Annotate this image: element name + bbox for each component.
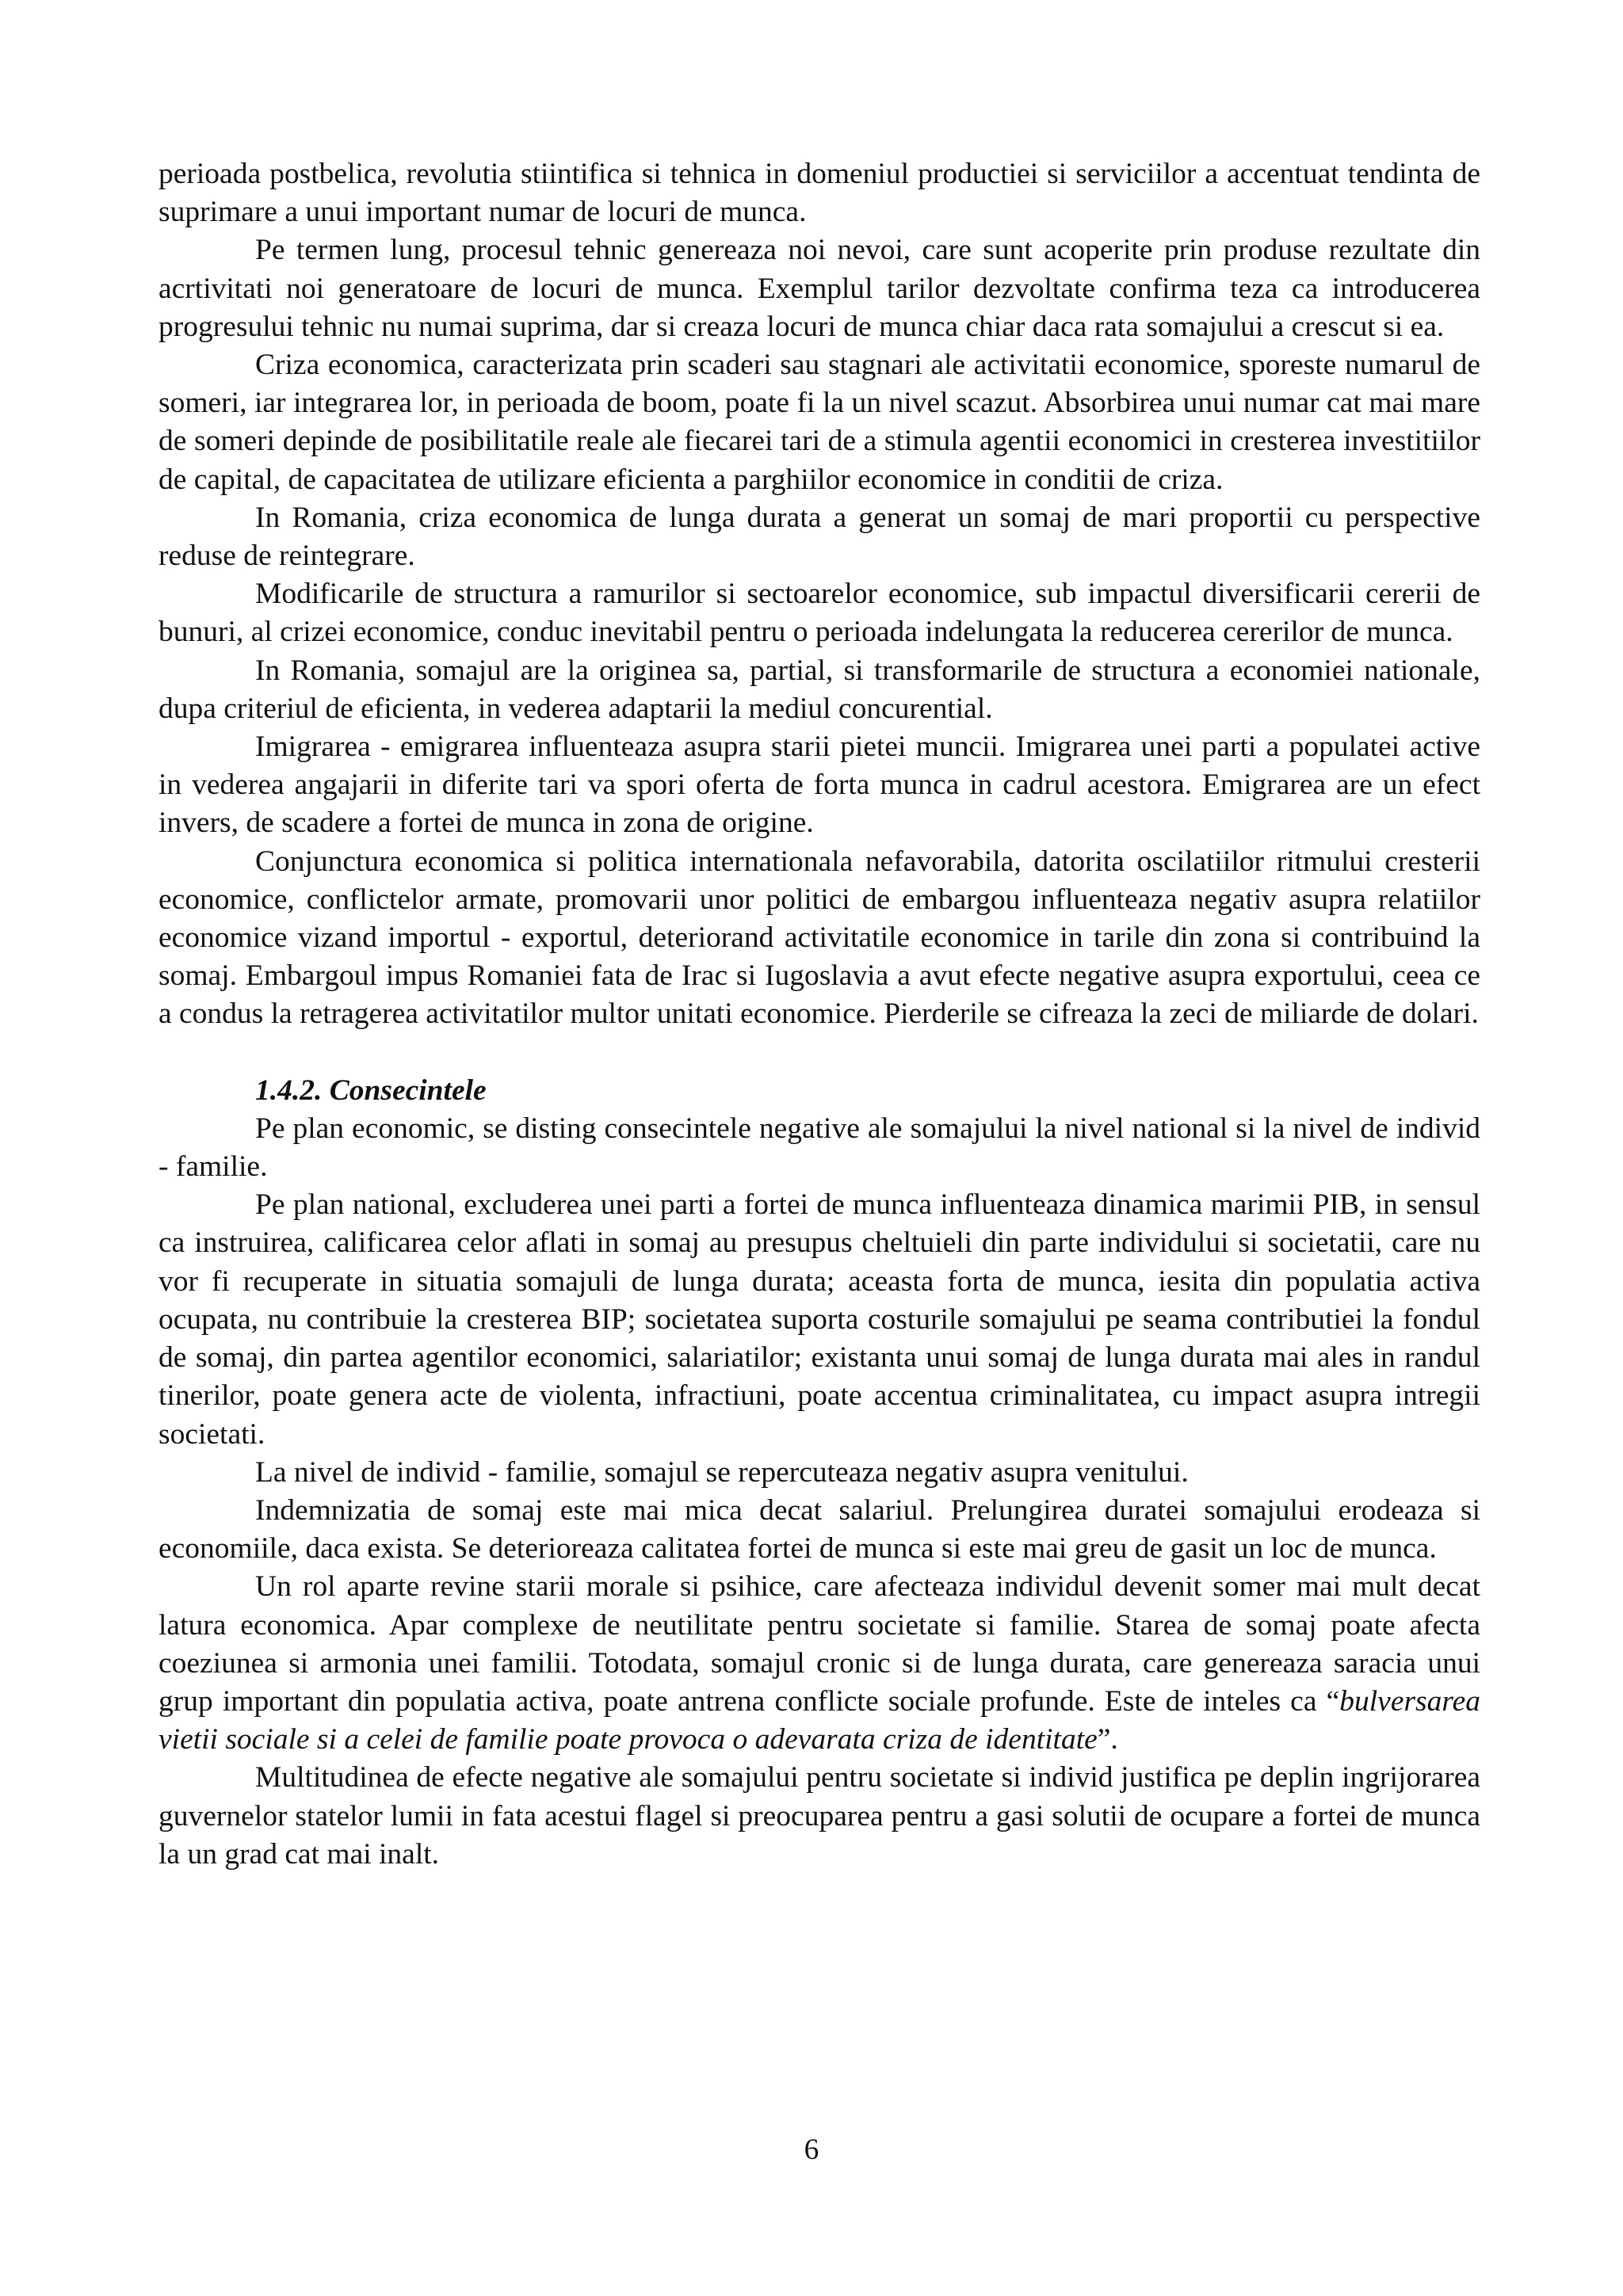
- paragraph-moral-state-lead: Un rol aparte revine starii morale si psihice, care afecteaza individul devenit somer mai mult decat latura economica. Apar complexe de neutilitate pentru societate si familie. Starea de somaj poate afecta coeziunea si armonia unei familii. Totodata, somajul cronic si de lunga durata, care genereaza saracia unui grup important din populatia activa, poate antrena conflicte sociale profunde. Este de inteles ca “: [158, 1570, 1480, 1718]
- paragraph-continuation: perioada postbelica, revolutia stiintifica si tehnica in domeniul productiei si serviciilor a accentuat tendinta de suprimare a unui important numar de locuri de munca.: [158, 158, 1480, 229]
- section-heading: 1.4.2. Consecintele: [255, 1074, 487, 1107]
- paragraph-individual-level: La nivel de individ - familie, somajul se repercuteaza negativ asupra venitului.: [255, 1455, 1189, 1489]
- paragraph-unemployment-benefit: Indemnizatia de somaj este mai mica decat salariul. Prelungirea duratei somajului erodeaza si economiile, daca exista. Se deterioreaza calitatea fortei de munca si este mai greu de gasit un loc de munca.: [158, 1493, 1480, 1566]
- quoted-phrase: bulversarea vietii sociale si a celei de familie poate provoca o adevarata criza de identitate: [158, 1684, 1480, 1756]
- paragraph-economic-consequences: Pe plan economic, se disting consecintele negative ale somajului la nivel national si la nivel de individ - familie.: [158, 1112, 1480, 1184]
- paragraph-moral-state: [158, 1568, 1480, 1759]
- paragraph-economic-crisis: Criza economica, caracterizata prin scaderi sau stagnari ale activitatii economice, sporeste numarul de someri, iar integrarea lor, in perioada de boom, poate fi la un nivel scazut. Absorbirea unui numar cat mai mare de someri depinde de posibilitatile reale ale fiecarei tari de a stimula agentii economici in cresterea investitiilor de capital, de capacitatea de utilizare eficienta a parghiilor economice in conditii de criza.: [158, 349, 1480, 496]
- paragraph-moral-state-tail: ”.: [1097, 1723, 1118, 1756]
- paragraph-conclusion: Multitudinea de efecte negative ale somajului pentru societate si individ justifica pe deplin ingrijorarea guvernelor statelor lumii in fata acestui flagel si preocuparea pentru a gasi solutii de ocupare a fortei de munca la un grad cat mai inalt.: [158, 1761, 1480, 1871]
- paragraph-structural-changes: Modificarile de structura a ramurilor si sectoarelor economice, sub impactul diversificarii cererii de bunuri, al crizei economice, conduc inevitabil pentru o perioada indelungata la reducerea cererilor de munca.: [158, 578, 1480, 649]
- paragraph-romania-crisis: In Romania, criza economica de lunga durata a generat un somaj de mari proportii cu perspective reduse de reintegrare.: [158, 501, 1480, 573]
- paragraph-international-context: Conjunctura economica si politica internationala nefavorabila, datorita oscilatiilor ritmului cresterii economice, conflictelor armate, promovarii unor politici de embargou influenteaza negativ asupra relatiilor economice vizand importul - exportul, deteriorand activitatile economice in tarile din zona si contribuind la somaj. Embargoul impus Romaniei fata de Irac si Iugoslavia a avut efecte negative asupra exportului, ceea ce a condus la retragerea activitatilor multor unitati economice. Pierderile se cifreaza la zeci de miliarde de dolari.: [158, 845, 1480, 1031]
- paragraph-romania-structure: In Romania, somajul are la originea sa, partial, si transformarile de structura a economiei nationale, dupa criteriul de eficienta, in vederea adaptarii la mediul concurential.: [158, 654, 1480, 725]
- document-page: [158, 155, 1480, 1874]
- page-number: 6: [804, 2134, 819, 2166]
- paragraph-technical-progress: Pe termen lung, procesul tehnic genereaza noi nevoi, care sunt acoperite prin produse rezultate din acrtivitati noi generatoare de locuri de munca. Exemplul tarilor dezvoltate confirma teza ca introducerea progresului tehnic nu numai suprima, dar si creaza locuri de munca chiar daca rata somajului a crescut si ea.: [158, 234, 1480, 343]
- paragraph-national-level: Pe plan national, excluderea unei parti a fortei de munca influenteaza dinamica marimii PIB, in sensul ca instruirea, calificarea celor aflati in somaj au presupus cheltuieli din parte individului si societatii, care nu vor fi recuperate in situatia somajuli de lunga durata; aceasta forta de munca, iesita din populatia activa ocupata, nu contribuie la cresterea BIP; societatea suporta costurile somajului pe seama contributiei la fondul de somaj, din partea agentilor economici, salariatilor; existanta unui somaj de lunga durata mai ales in randul tinerilor, poate genera acte de violenta, infractiuni, poate accentua criminalitatea, cu impact asupra intregii societati.: [158, 1188, 1480, 1451]
- paragraph-migration: Imigrarea - emigrarea influenteaza asupra starii pietei muncii. Imigrarea unei parti a populatei active in vederea angajarii in diferite tari va spori oferta de forta munca in cadrul acestora. Emigrarea are un efect invers, de scadere a fortei de munca in zona de origine.: [158, 730, 1480, 840]
